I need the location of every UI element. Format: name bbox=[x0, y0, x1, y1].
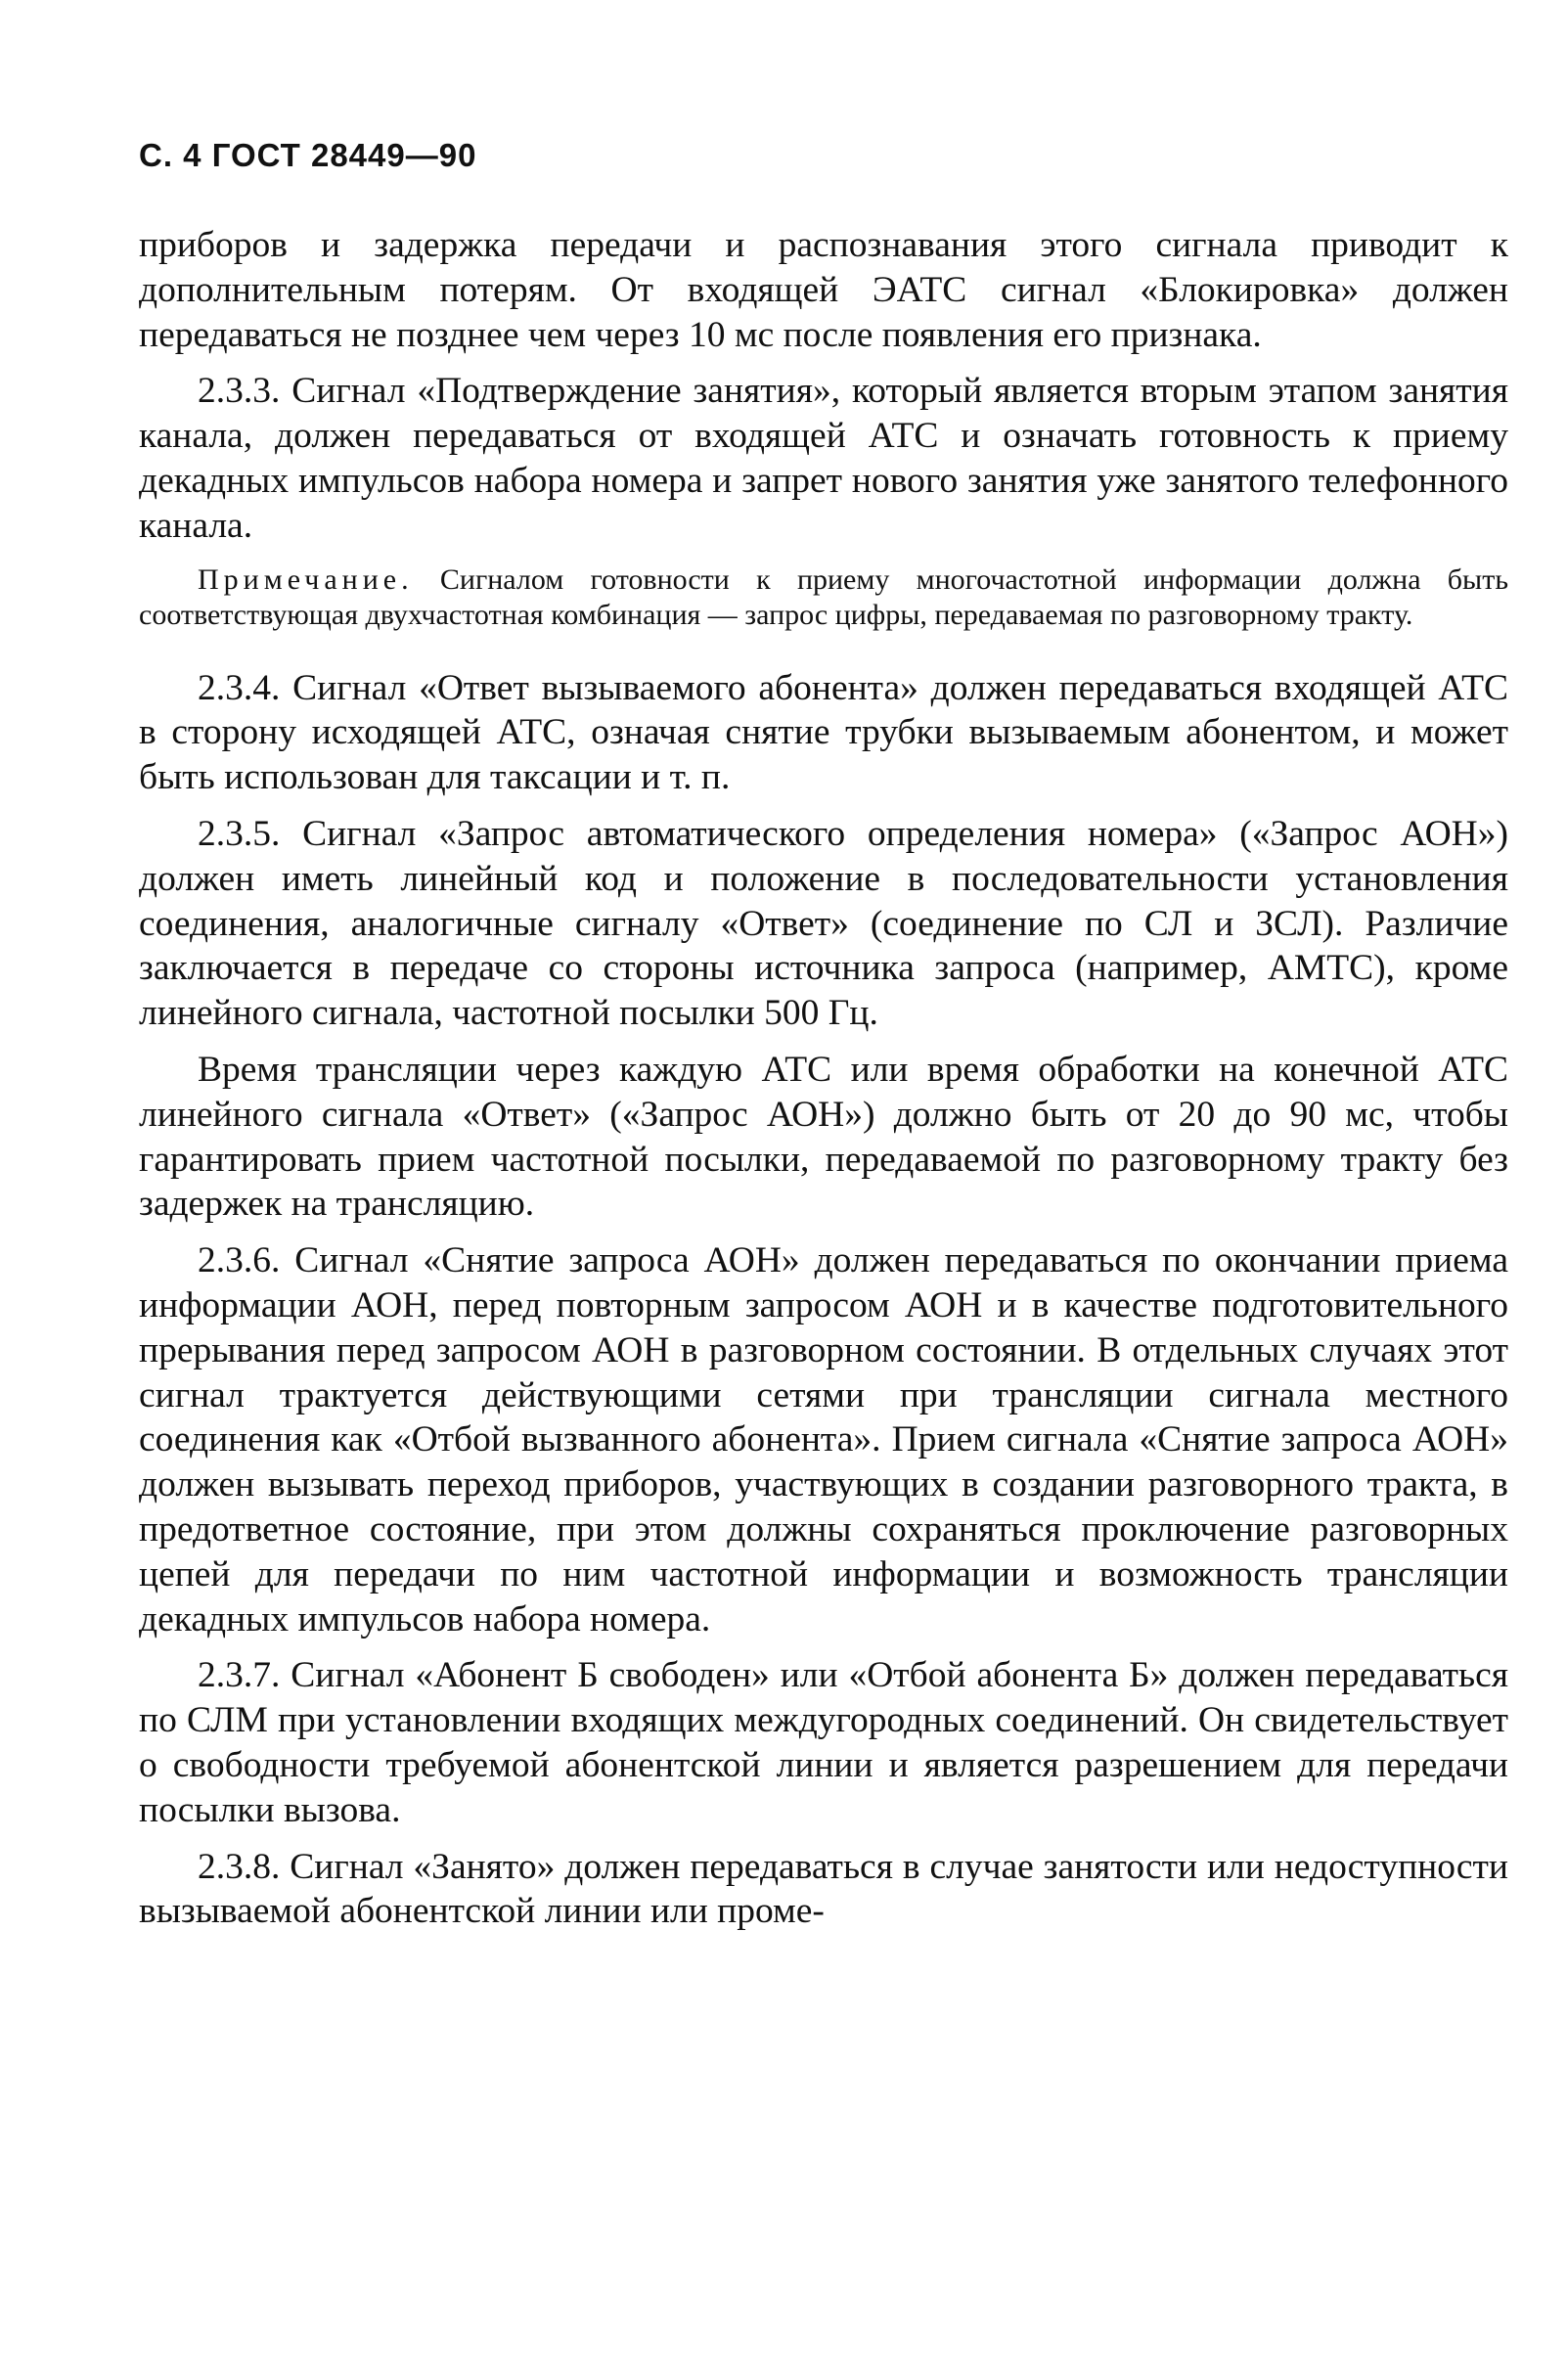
paragraph-relay-time: Время трансляции через каждую АТС или время обработки на конечной АТС линейного сигнала «Ответ» («Запрос АОН») должно быть от 20 до 90 мс, чтобы гарантировать прием частотной посылки, передаваемой по разговорному тракту без задержек на трансляцию. bbox=[139, 1049, 1508, 1225]
paragraph-2-3-6: 2.3.6. Сигнал «Снятие запроса АОН» должен передаваться по окончании приема информации АОН, перед повторным запросом АОН и в качестве подготовительного прерывания перед запросом АОН в разговорном состоянии. В отдельных случаях этот сигнал трактуется действующими сетями при трансляции сигнала местного соединения как «Отбой вызванного абонента». Прием сигнала «Снятие запроса АОН» должен вызывать переход приборов, участвующих в создании разговорного тракта, в предответное состояние, при этом должны сохраняться проключение разговорных цепей для передачи по ним частотной информации и возможность трансляции декадных импульсов набора номера. bbox=[139, 1240, 1508, 1639]
paragraph-2-3-8: 2.3.8. Сигнал «Занято» должен передаваться в случае занятости или недоступности вызываемой абонентской линии или проме- bbox=[139, 1846, 1508, 1932]
note bbox=[139, 562, 1508, 633]
page-header: С. 4 ГОСТ 28449—90 bbox=[139, 137, 477, 173]
page-body bbox=[139, 223, 1508, 1946]
note-text: Сигналом готовности к приему многочастотной информации должна быть соответствующая двухчастотная комбинация — запрос цифры, передаваемая по разговорному тракту. bbox=[139, 562, 1508, 631]
paragraph-2-3-7: 2.3.7. Сигнал «Абонент Б свободен» или «Отбой абонента Б» должен передаваться по СЛМ при установлении входящих междугородных соединений. Он свидетельствует о свободности требуемой абонентской линии и является разрешением для передачи посылки вызова. bbox=[139, 1655, 1508, 1830]
note-heading: Примечание. bbox=[198, 562, 414, 596]
paragraph-2-3-3: 2.3.3. Сигнал «Подтверждение занятия», который является вторым этапом занятия канала, должен передаваться от входящей АТС и означать готовность к приему декадных импульсов набора номера и запрет нового занятия уже занятого телефонного канала. bbox=[139, 371, 1508, 546]
paragraph-2-3-4: 2.3.4. Сигнал «Ответ вызываемого абонента» должен передаваться входящей АТС в сторону исходящей АТС, означая снятие трубки вызываемым абонентом, и может быть использован для таксации и т. п. bbox=[139, 667, 1508, 798]
paragraph-continuation: приборов и задержка передачи и распознавания этого сигнала приводит к дополнительным потерям. От входящей ЭАТС сигнал «Блокировка» должен передаваться не позднее чем через 10 мс после появления его признака. bbox=[139, 225, 1508, 355]
paragraph-2-3-5: 2.3.5. Сигнал «Запрос автоматического определения номера» («Запрос АОН») должен иметь линейный код и положение в последовательности установления соединения, аналогичные сигналу «Ответ» (соединение по СЛ и ЗСЛ). Различие заключается в передаче со стороны источника запроса (например, АМТС), кроме линейного сигнала, частотной посылки 500 Гц. bbox=[139, 813, 1508, 1034]
